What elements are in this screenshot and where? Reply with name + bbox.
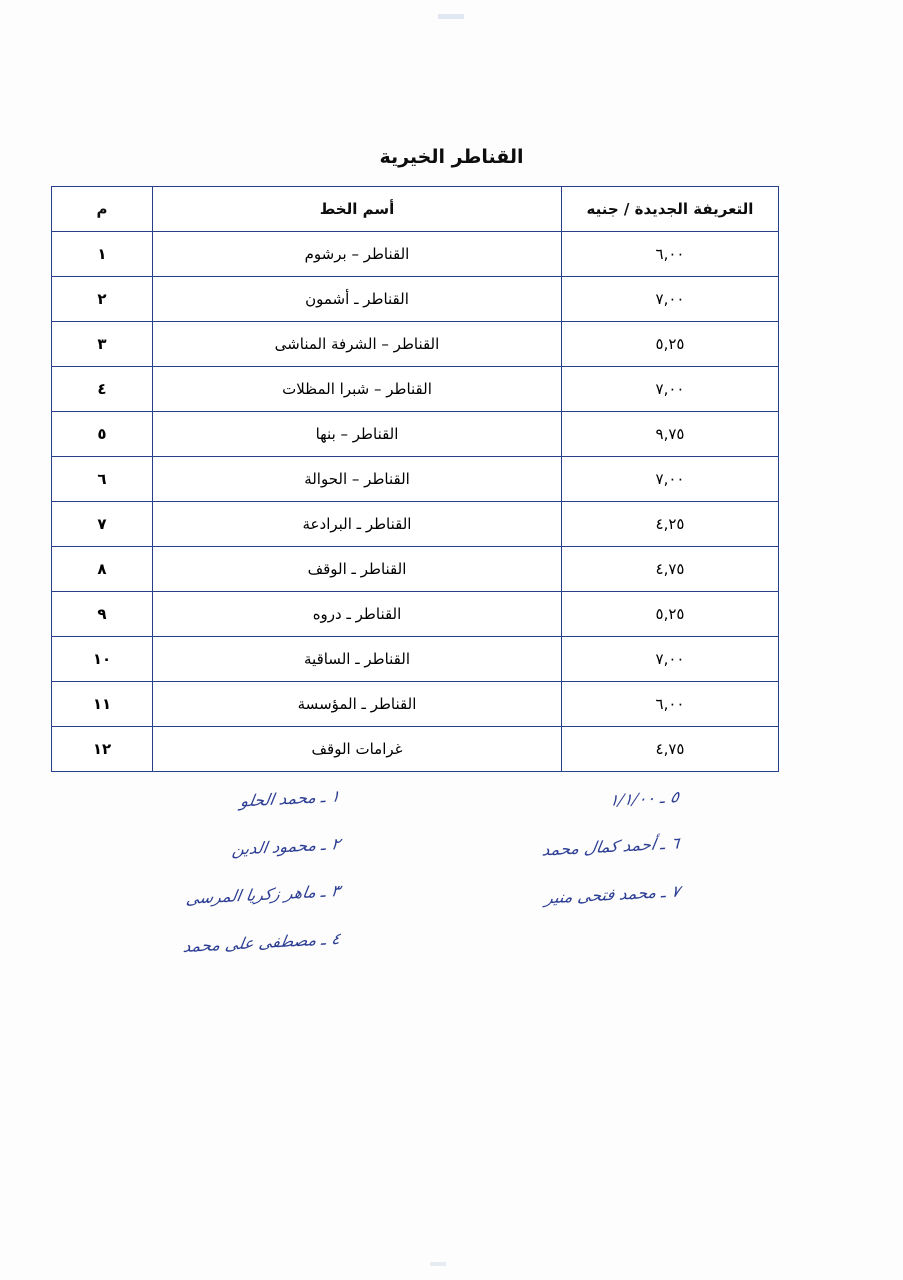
table-row (52, 412, 779, 457)
signature-entry (349, 871, 682, 919)
table-row (52, 322, 779, 367)
signature-entry (349, 823, 682, 871)
cell-fare: ٦,٠٠ (562, 682, 779, 727)
cell-fare: ٤,٢٥ (562, 502, 779, 547)
cell-line: غرامات الوقف (153, 727, 562, 772)
cell-num: ١١ (52, 682, 153, 727)
table-row (52, 547, 779, 592)
table-row (52, 367, 779, 412)
cell-fare: ٤,٧٥ (562, 727, 779, 772)
table-row (52, 637, 779, 682)
cell-num: ٦ (52, 457, 153, 502)
signature-text: ٥ ـ ١/١/٠٠ (608, 787, 681, 810)
cell-fare: ٤,٧٥ (562, 547, 779, 592)
cell-line: القناطر ـ الساقية (153, 637, 562, 682)
cell-fare: ٥,٢٥ (562, 322, 779, 367)
cell-num: ٤ (52, 367, 153, 412)
cell-fare: ٧,٠٠ (562, 457, 779, 502)
fare-table (51, 186, 779, 772)
column-header-fare: التعريفة الجديدة / جنيه (562, 187, 779, 232)
cell-fare: ٧,٠٠ (562, 277, 779, 322)
cell-num: ٥ (52, 412, 153, 457)
cell-fare: ٦,٠٠ (562, 232, 779, 277)
cell-line: القناطر ـ البرادعة (153, 502, 562, 547)
table-header-row (52, 187, 779, 232)
table-row (52, 502, 779, 547)
cell-num: ٣ (52, 322, 153, 367)
cell-line: القناطر ـ أشمون (153, 277, 562, 322)
cell-line: القناطر ـ الوقف (153, 547, 562, 592)
cell-num: ٩ (52, 592, 153, 637)
signature-entry (9, 823, 342, 871)
cell-line: القناطر – بنها (153, 412, 562, 457)
signature-area (79, 775, 779, 975)
cell-fare: ٩,٧٥ (562, 412, 779, 457)
cell-num: ٨ (52, 547, 153, 592)
signature-text: ٤ ـ مصطفى على محمد (181, 928, 342, 957)
cell-fare: ٧,٠٠ (562, 367, 779, 412)
signature-entry (9, 775, 342, 823)
signature-text: ٣ ـ ماهر زكريا المرسى (184, 881, 342, 908)
page-title: القناطر الخيرية (379, 146, 524, 168)
table-row (52, 457, 779, 502)
signature-column-left (349, 775, 682, 919)
signature-column-right (9, 775, 342, 967)
cell-line: القناطر – برشوم (153, 232, 562, 277)
signature-text: ٧ ـ محمد فتحى منير (543, 881, 682, 908)
cell-line: القناطر – الشرفة المناشى (153, 322, 562, 367)
column-header-num: م (52, 187, 153, 232)
cell-num: ١٢ (52, 727, 153, 772)
column-header-line: أسم الخط (153, 187, 562, 232)
signature-text: ٢ ـ محمود الدين (230, 834, 342, 859)
table-row (52, 682, 779, 727)
cell-line: القناطر ـ المؤسسة (153, 682, 562, 727)
cell-line: القناطر ـ دروه (153, 592, 562, 637)
cell-fare: ٧,٠٠ (562, 637, 779, 682)
cell-line: القناطر – الحوالة (153, 457, 562, 502)
table-row (52, 232, 779, 277)
cell-num: ١٠ (52, 637, 153, 682)
table-header (52, 187, 779, 232)
signature-text: ١ ـ محمد الحلو (238, 786, 342, 811)
cell-num: ٧ (52, 502, 153, 547)
signature-entry (9, 871, 342, 919)
table-row (52, 592, 779, 637)
cell-num: ١ (52, 232, 153, 277)
cell-fare: ٥,٢٥ (562, 592, 779, 637)
cell-line: القناطر – شبرا المظلات (153, 367, 562, 412)
scan-edge-mark-top (438, 14, 464, 19)
scan-edge-mark-bottom (430, 1262, 446, 1266)
signature-text: ٦ ـ أحمد كمال محمد (541, 833, 682, 860)
signature-entry (349, 775, 679, 823)
table-row (52, 727, 779, 772)
table-row (52, 277, 779, 322)
cell-num: ٢ (52, 277, 153, 322)
table-body (52, 232, 779, 772)
signature-entry (9, 919, 342, 967)
